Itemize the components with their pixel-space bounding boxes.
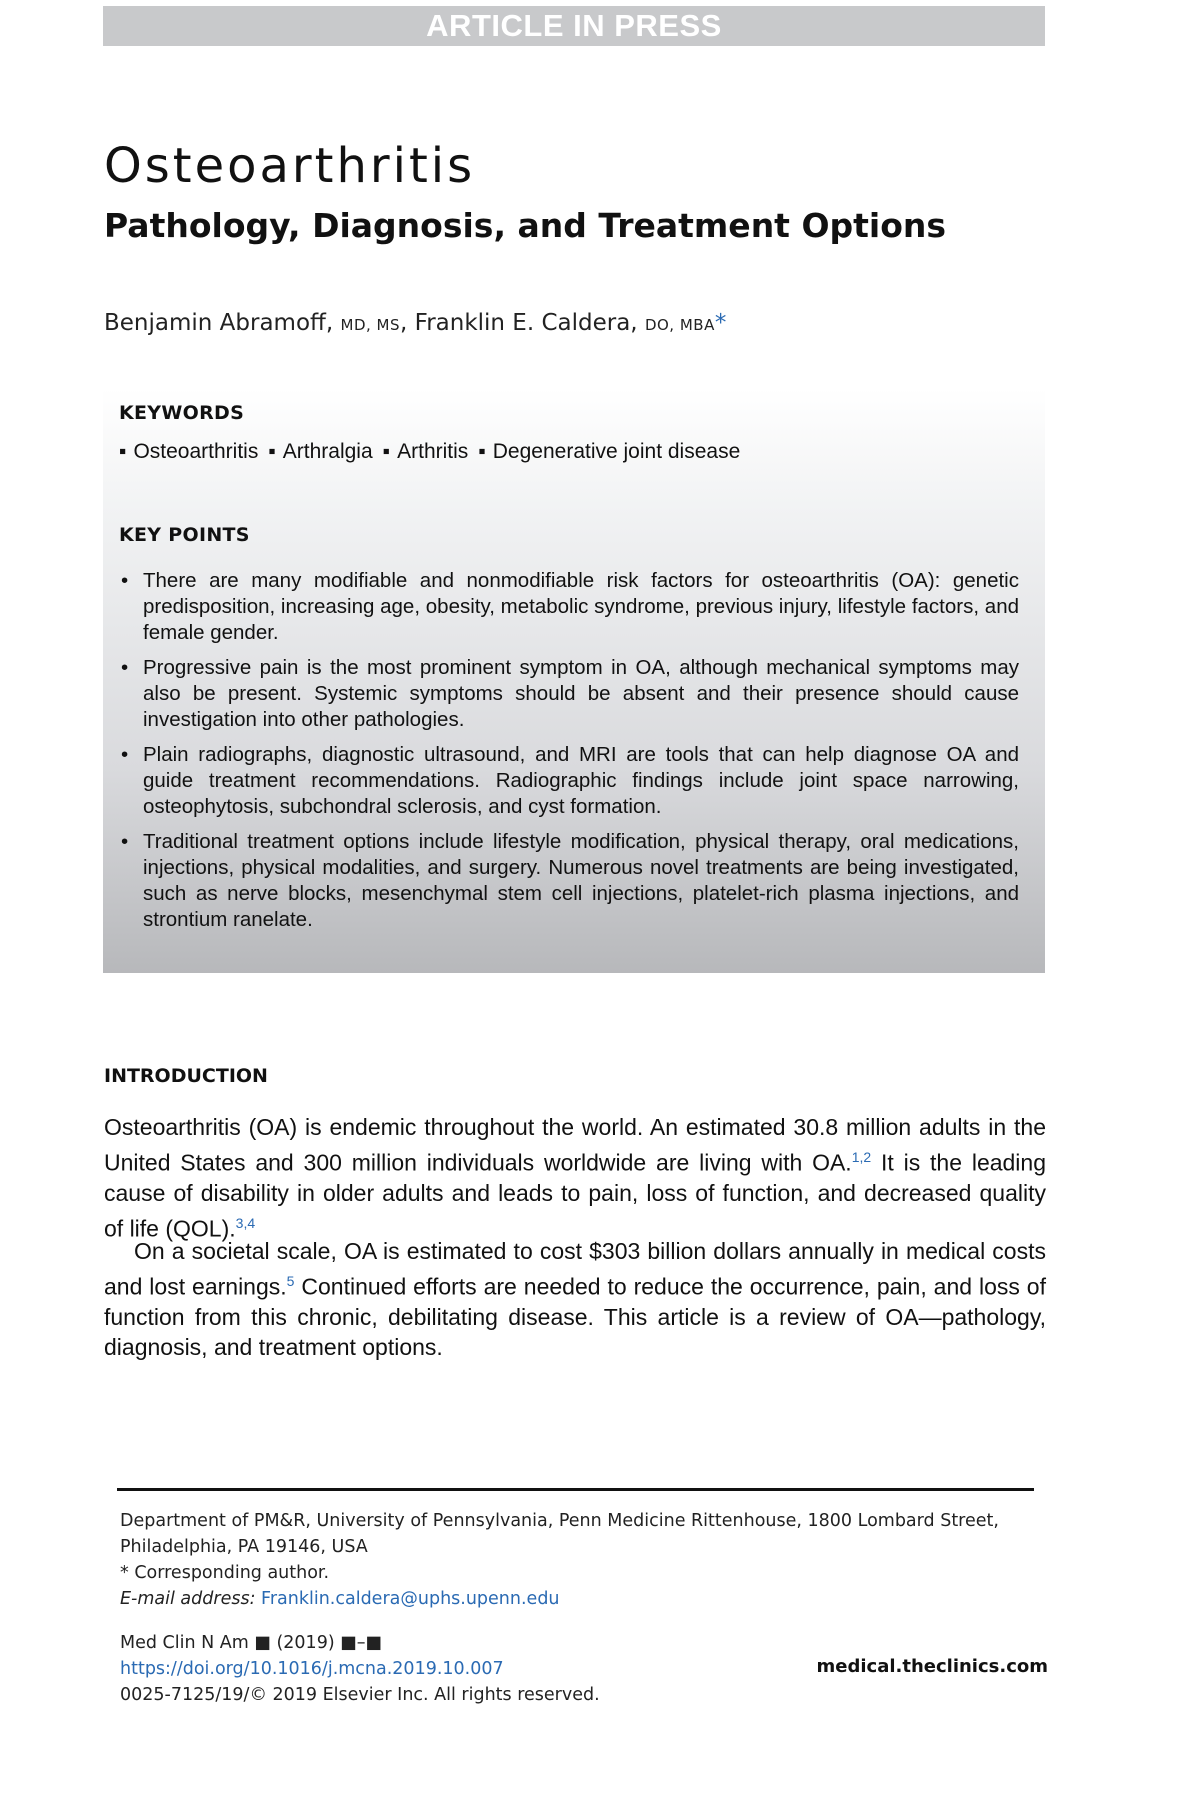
journal-website[interactable]: medical.theclinics.com [816, 1656, 1048, 1677]
paragraph-text: Osteoarthritis (OA) is endemic throughout the world. An estimated 30.8 million adults in the United States and 300 million individuals worldwide are living with OA. [104, 1114, 1046, 1176]
email-link[interactable]: Franklin.caldera@uphs.upenn.edu [261, 1589, 560, 1609]
email-line [120, 1586, 1040, 1612]
footnote-block [120, 1508, 1040, 1612]
article-in-press-banner: ARTICLE IN PRESS [103, 6, 1045, 46]
introduction-paragraph [104, 1112, 1046, 1243]
journal-citation: Med Clin N Am ■ (2019) ■–■ [120, 1633, 383, 1653]
key-point-item: • Traditional treatment options include lifestyle modification, physical therapy, oral medications, injections, physical modalities, and surgery. Numerous novel treatments are being investigated, such as nerve blocks, mesenchymal stem cell injections, platelet-rich plasma injections, and strontium ranelate. [119, 829, 1019, 933]
keywords-heading: KEYWORDS [119, 402, 245, 424]
key-points-heading: KEY POINTS [119, 524, 250, 546]
key-point-item: • There are many modifiable and nonmodifiable risk factors for osteoarthritis (OA): genetic predisposition, increasing age, obesity, metabolic syndrome, previous injury, lifestyle factors, and female gender. [119, 568, 1019, 646]
article-subtitle: Pathology, Diagnosis, and Treatment Options [104, 206, 947, 245]
key-point-item: • Progressive pain is the most prominent symptom in OA, although mechanical symptoms may also be present. Systemic symptoms should be absent and their presence should cause investigation into other pathologies. [119, 655, 1019, 733]
email-label: E-mail address: [120, 1589, 256, 1609]
reference-link[interactable]: 1,2 [851, 1149, 872, 1165]
introduction-heading: INTRODUCTION [104, 1065, 268, 1087]
paragraph-text: Continued efforts are needed to reduce the occurrence, pain, and loss of function from this chronic, debilitating disease. This article is a review of OA—pathology, diagnosis, and treatment options. [104, 1273, 1046, 1360]
copyright-text: 0025-7125/19/© 2019 Elsevier Inc. All rights reserved. [120, 1685, 600, 1705]
corresponding-author-note: * Corresponding author. [120, 1563, 330, 1583]
author-line [104, 310, 726, 336]
keywords-keypoints-box [103, 388, 1045, 973]
keywords-list [119, 440, 740, 464]
reference-link[interactable]: 5 [286, 1273, 295, 1289]
author-degrees: DO, MBA [644, 316, 715, 334]
key-point-item: • Plain radiographs, diagnostic ultrasound, and MRI are tools that can help diagnose OA and guide treatment recommendations. Radiographic findings include joint space narrowing, osteophytosis, subchondral sclerosis, and cyst formation. [119, 742, 1019, 820]
keyword-item: ▪ Osteoarthritis [119, 440, 258, 464]
affiliation-text: Department of PM&R, University of Pennsylvania, Penn Medicine Rittenhouse, 1800 Lombard Street, Philadelphia, PA 19146, USA [120, 1511, 999, 1557]
keyword-item: ▪ Arthritis [383, 440, 469, 464]
corresponding-author-link[interactable]: * [714, 310, 727, 336]
footnote-rule [117, 1488, 1034, 1491]
keyword-item: ▪ Degenerative joint disease [478, 440, 740, 464]
author-separator: , [400, 310, 408, 336]
article-title: Osteoarthritis [104, 138, 476, 194]
author-name: Benjamin Abramoff, [104, 310, 334, 336]
reference-link[interactable]: 3,4 [235, 1214, 256, 1231]
key-points-list [119, 568, 1019, 942]
author-degrees: MD, MS [340, 316, 401, 334]
author-name: Franklin E. Caldera, [414, 310, 638, 336]
introduction-paragraph [104, 1236, 1046, 1362]
paragraph-text: On a societal scale, OA is estimated to cost $303 billion dollars annually in medical costs and lost earnings. [104, 1238, 1046, 1300]
paragraph-text: It is the leading cause of disability in older adults and leads to pain, loss of function, and decreased quality of life (QOL). [104, 1149, 1047, 1242]
doi-link[interactable]: https://doi.org/10.1016/j.mcna.2019.10.007 [120, 1659, 504, 1679]
keyword-item: ▪ Arthralgia [268, 440, 372, 464]
